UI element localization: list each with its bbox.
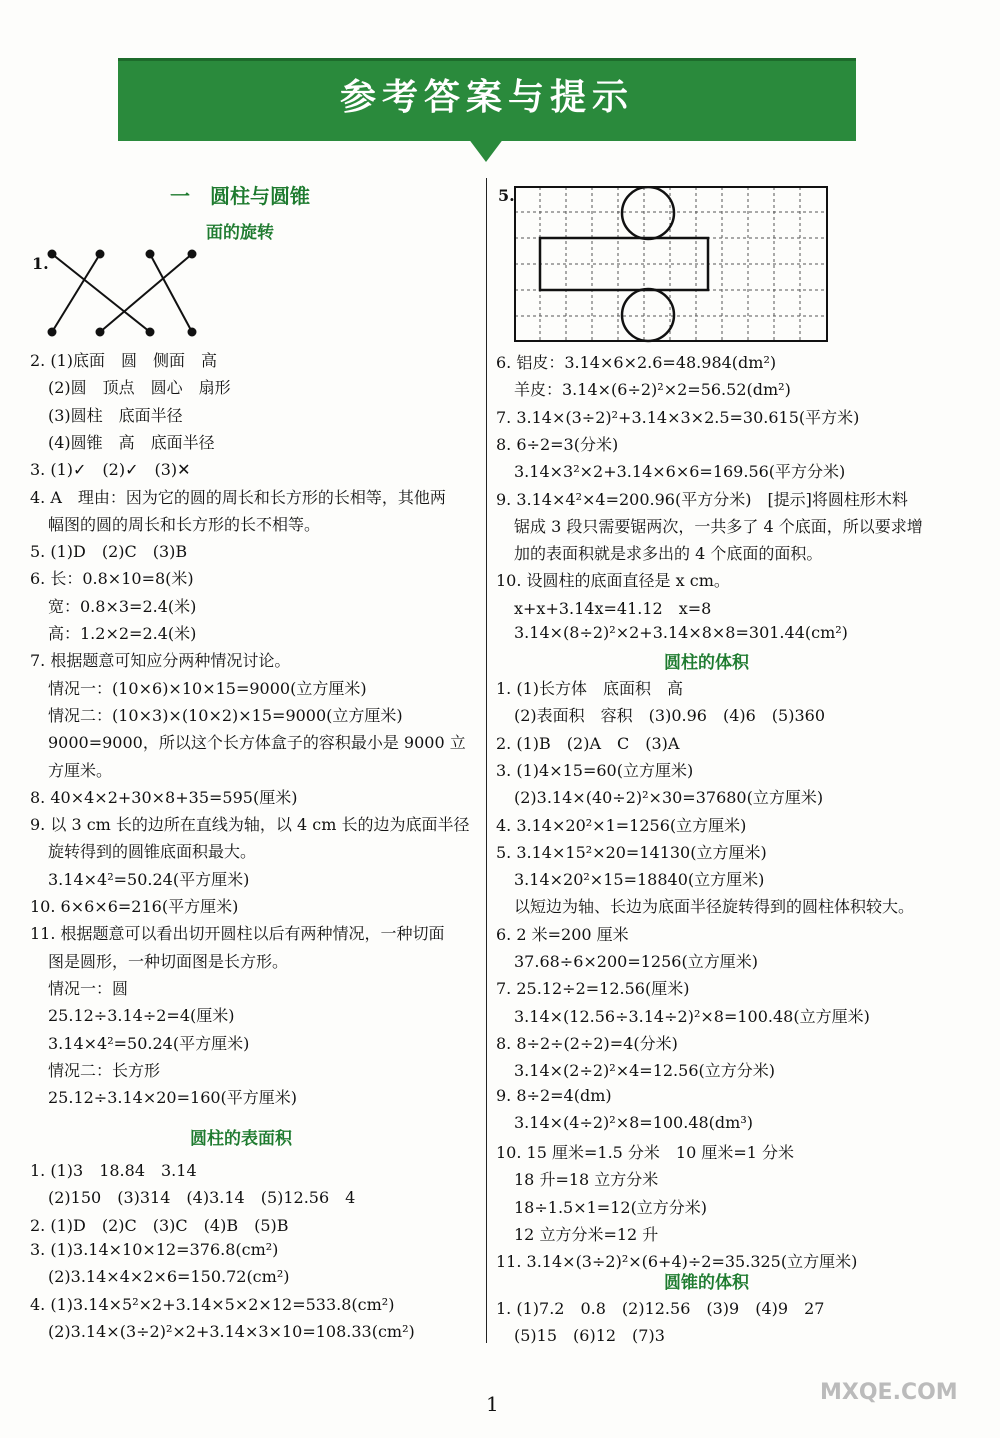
- answer-line: 1. (1)长方体 底面积 高: [496, 679, 684, 698]
- right-column: [496, 180, 966, 1350]
- matching-diagram: [40, 244, 240, 344]
- answer-line: 宽：0.8×3=2.4(米): [48, 596, 197, 616]
- answer-line: 4. 3.14×20²×1=1256(立方厘米): [496, 815, 747, 835]
- answer-line: 6. 铝皮：3.14×6×2.6=48.984(dm²): [496, 353, 777, 372]
- answer-line: 情况一：圆: [48, 978, 129, 998]
- answer-line: 9000=9000，所以这个长方体盒子的容积最小是 9000 立: [48, 733, 466, 753]
- answer-line: 8. 6÷2=3(分米): [496, 434, 619, 454]
- answer-line: 10. 6×6×6=216(平方厘米): [30, 897, 239, 916]
- answer-line: (2)3.14×4×2×6=150.72(cm²): [48, 1267, 290, 1287]
- section-heading-cylinder-volume: 圆柱的体积: [664, 653, 749, 673]
- answer-line: 方厘米。: [48, 760, 113, 780]
- answer-line: 3. (1)✓ (2)✓ (3)✕: [30, 460, 191, 480]
- answer-line: (2)3.14×(40÷2)²×30=37680(立方厘米): [514, 788, 824, 808]
- answer-line: 8. 8÷2÷(2÷2)=4(分米): [496, 1033, 678, 1053]
- answer-line: 18 升=18 立方分米: [514, 1170, 659, 1190]
- answer-line: 2. (1)D (2)C (3)C (4)B (5)B: [30, 1215, 289, 1235]
- question-5-label: 5.: [498, 186, 515, 205]
- answer-line: 情况二：(10×3)×(10×2)×15=9000(立方厘米): [48, 705, 403, 725]
- watermark: MXQE.COM: [820, 1380, 958, 1405]
- answer-line: 8. 40×4×2+30×8+35=595(厘米): [30, 787, 298, 807]
- answer-line: 10. 设圆柱的底面直径是 x cm。: [496, 571, 730, 591]
- section-heading-surface-area: 圆柱的表面积: [190, 1129, 292, 1149]
- answer-line: 图是圆形，一种切面图是长方形。: [48, 951, 289, 971]
- page-title: 参考答案与提示: [339, 77, 634, 118]
- answer-line: 锯成 3 段只需要锯两次，一共多了 4 个底面，所以要求增: [514, 516, 923, 536]
- answer-line: 3.14×(4÷2)²×8=100.48(dm³): [514, 1112, 753, 1132]
- answer-line: 情况一：(10×6)×10×15=9000(立方厘米): [48, 678, 367, 698]
- answer-line: 高：1.2×2=2.4(米): [48, 624, 197, 643]
- answer-line: 2. (1)底面 圆 侧面 高: [30, 351, 218, 370]
- answer-line: 7. 根据题意可知应分两种情况讨论。: [30, 651, 291, 671]
- answer-line: 25.12÷3.14÷2=4(厘米): [48, 1006, 235, 1026]
- answer-line: 9. 8÷2=4(dm): [496, 1085, 612, 1105]
- answer-line: 25.12÷3.14×20=160(平方厘米): [48, 1088, 298, 1108]
- answer-line: 4. A 理由：因为它的圆的周长和长方形的长相等，其他两: [30, 487, 446, 507]
- answer-line: 4. (1)3.14×5²×2+3.14×5×2×12=533.8(cm²): [30, 1294, 395, 1314]
- answer-line: 37.68÷6×200=1256(立方厘米): [514, 952, 758, 971]
- answer-line: 5. (1)D (2)C (3)B: [30, 542, 188, 562]
- answer-line: 3.14×20²×15=18840(立方厘米): [514, 870, 765, 890]
- answer-line: 幅图的圆的周长和长方形的长不相等。: [48, 514, 321, 534]
- answer-line: (4)圆锥 高 底面半径: [48, 432, 215, 452]
- page-number: 1: [486, 1392, 499, 1416]
- column-divider: [486, 178, 487, 1343]
- answer-line: 以短边为轴、长边为底面半径旋转得到的圆柱体积较大。: [514, 897, 915, 917]
- answer-line: 3.14×(2÷2)²×4=12.56(立方分米): [514, 1061, 775, 1081]
- answer-line: 6. 长：0.8×10=8(米): [30, 569, 194, 589]
- answer-line: x+x+3.14x=41.12 x=8: [514, 598, 712, 618]
- answer-line: 3.14×(12.56÷3.14÷2)²×8=100.48(立方厘米): [514, 1006, 870, 1026]
- answer-line: 2. (1)B (2)A C (3)A: [496, 733, 680, 753]
- section-heading-rotation: 面的旋转: [206, 223, 274, 243]
- answer-line: (2)150 (3)314 (4)3.14 (5)12.56 4: [48, 1188, 356, 1208]
- answer-line: 3.14×4²=50.24(平方厘米): [48, 1033, 250, 1053]
- answer-line: (3)圆柱 底面半径: [48, 405, 183, 425]
- answer-line: 3. (1)3.14×10×12=376.8(cm²): [30, 1239, 279, 1259]
- answer-line: 9. 3.14×4²×4=200.96(平方分米) [提示]将圆柱形木料: [496, 489, 908, 509]
- banner-notch: [468, 138, 504, 162]
- answer-line: 5. 3.14×15²×20=14130(立方厘米): [496, 842, 767, 862]
- answer-line: 9. 以 3 cm 长的边所在直线为轴，以 4 cm 长的边为底面半径: [30, 815, 470, 835]
- answer-line: 10. 15 厘米=1.5 分米 10 厘米=1 分米: [496, 1143, 795, 1163]
- cylinder-net-grid: [514, 186, 830, 346]
- left-column: [30, 180, 480, 1350]
- answer-line: 18÷1.5×1=12(立方分米): [514, 1197, 708, 1217]
- answer-line: 3.14×(8÷2)²×2+3.14×8×8=301.44(cm²): [514, 623, 848, 642]
- answer-line: (5)15 (6)12 (7)3: [514, 1326, 665, 1346]
- answer-line: 6. 2 米=200 厘米: [496, 924, 629, 944]
- answer-line: 3.14×4²=50.24(平方厘米): [48, 869, 250, 889]
- answer-line: 羊皮：3.14×(6÷2)²×2=56.52(dm²): [514, 380, 791, 400]
- answer-line: (2)表面积 容积 (3)0.96 (4)6 (5)360: [514, 706, 826, 726]
- section-heading-cone-volume: 圆锥的体积: [664, 1273, 749, 1293]
- question-1-label: 1.: [32, 254, 49, 273]
- answer-line: 11. 根据题意可以看出切开圆柱以后有两种情况，一种切面: [30, 924, 445, 944]
- answer-line: 7. 25.12÷2=12.56(厘米): [496, 979, 690, 999]
- answer-line: 1. (1)3 18.84 3.14: [30, 1161, 197, 1180]
- answer-line: 1. (1)7.2 0.8 (2)12.56 (3)9 (4)9 27: [496, 1299, 825, 1318]
- answer-line: 情况二：长方形: [48, 1060, 161, 1080]
- answer-line: 加的表面积就是求多出的 4 个底面的面积。: [514, 544, 823, 564]
- answer-line: (2)圆 顶点 圆心 扇形: [48, 378, 231, 398]
- answer-line: 3.14×3²×2+3.14×6×6=169.56(平方分米): [514, 462, 846, 482]
- answer-line: 3. (1)4×15=60(立方厘米): [496, 760, 694, 780]
- answer-line: 11. 3.14×(3÷2)²×(6+4)÷2=35.325(立方厘米): [496, 1252, 858, 1272]
- chapter-heading: 一 圆柱与圆锥: [170, 184, 310, 208]
- answer-line: 12 立方分米=12 升: [514, 1225, 659, 1244]
- answer-line: (2)3.14×(3÷2)²×2+3.14×3×10=108.33(cm²): [48, 1321, 415, 1341]
- answer-line: 旋转得到的圆锥底面积最大。: [48, 842, 257, 862]
- answer-line: 7. 3.14×(3÷2)²+3.14×3×2.5=30.615(平方米): [496, 407, 860, 427]
